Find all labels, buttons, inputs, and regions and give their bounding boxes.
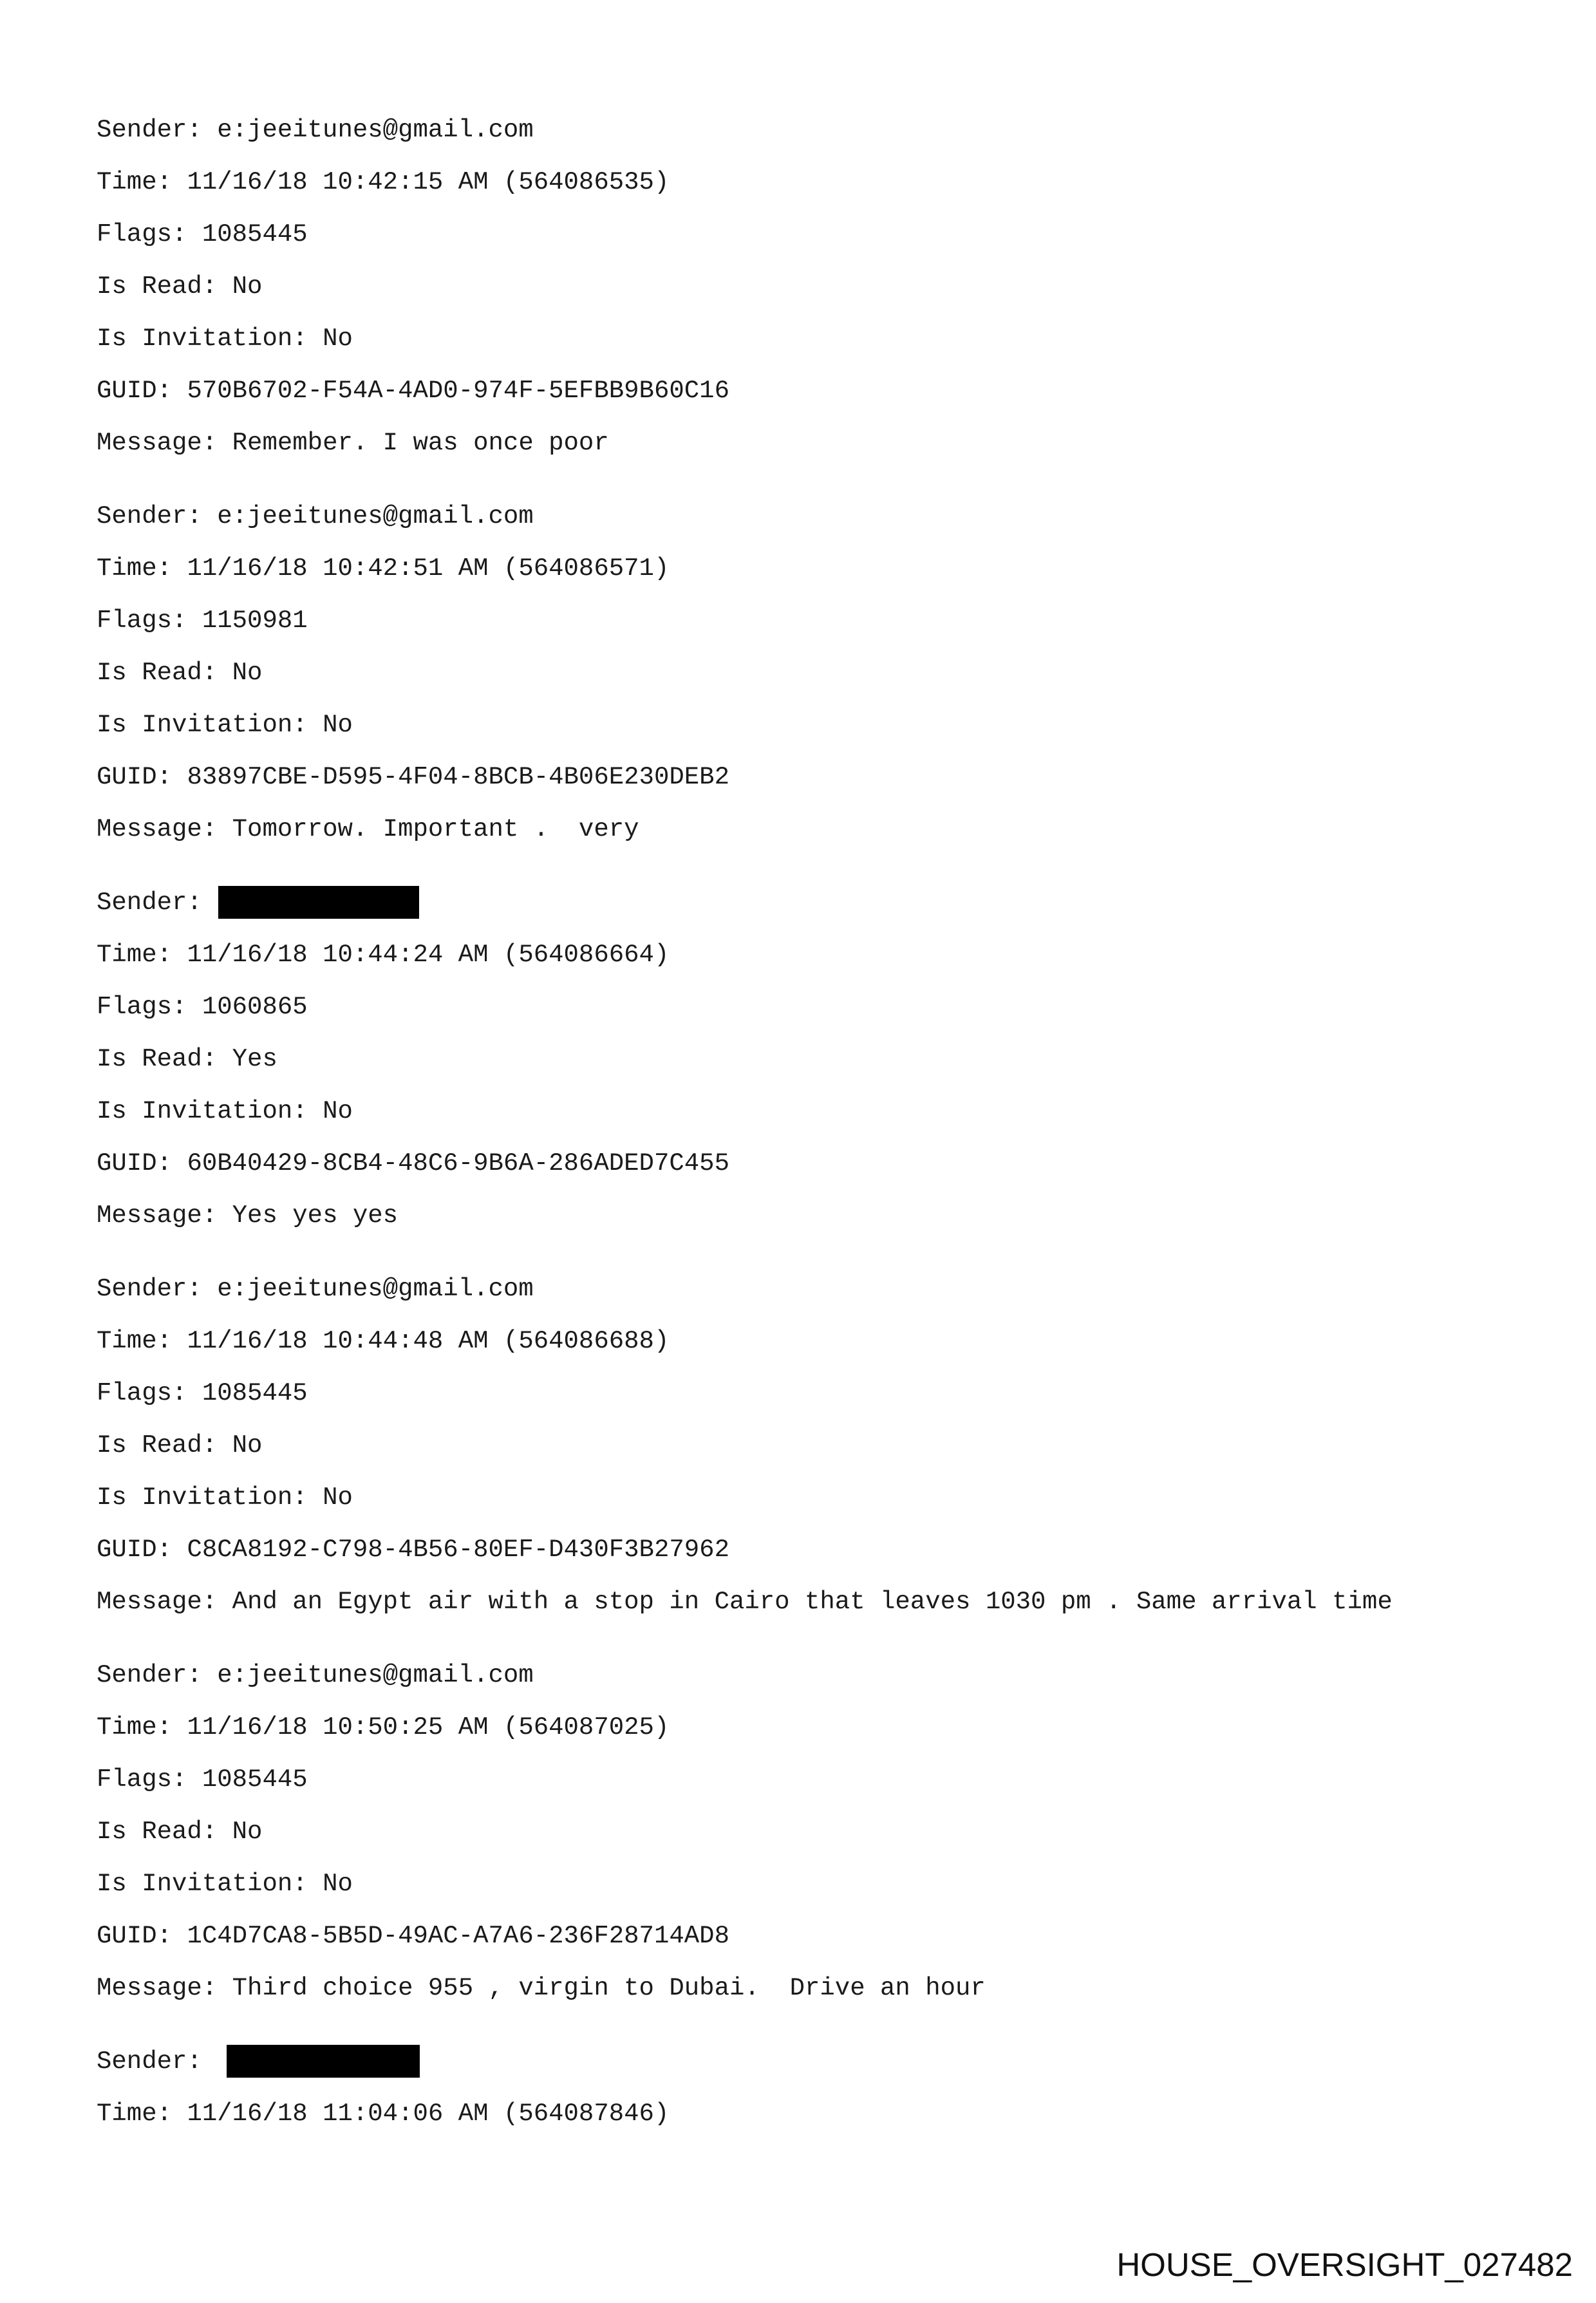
guid-line (97, 364, 1545, 417)
time-label: Time: (97, 167, 187, 196)
sender-line (97, 1263, 1545, 1315)
message-value: Yes yes yes (232, 1201, 399, 1230)
is-read-line (97, 1033, 1545, 1085)
is-invitation-label: Is Invitation: (97, 710, 323, 739)
is-read-line (97, 260, 1545, 312)
guid-value: 83897CBE-D595-4F04-8BCB-4B06E230DEB2 (187, 762, 729, 791)
is-read-value: No (232, 272, 263, 301)
message-value: Tomorrow. Important . very (232, 814, 639, 843)
guid-line (97, 1523, 1545, 1575)
bates-number: HOUSE_OVERSIGHT_027482 (1116, 2246, 1573, 2283)
guid-line (97, 1137, 1545, 1189)
is-invitation-value: No (323, 1483, 353, 1512)
guid-label: GUID: (97, 1149, 187, 1178)
sender-line (97, 1649, 1545, 1701)
message-record (97, 2035, 1545, 2139)
guid-label: GUID: (97, 1921, 187, 1950)
guid-label: GUID: (97, 762, 187, 791)
is-invitation-line (97, 1857, 1545, 1910)
flags-value: 1060865 (202, 992, 308, 1021)
time-label: Time: (97, 1326, 187, 1355)
time-line (97, 2087, 1545, 2139)
is-read-value: Yes (232, 1044, 277, 1073)
time-label: Time: (97, 1713, 187, 1742)
message-record (97, 490, 1545, 855)
flags-label: Flags: (97, 1378, 202, 1407)
sender-label: Sender: (97, 1660, 218, 1689)
is-read-value: No (232, 1431, 263, 1460)
guid-label: GUID: (97, 376, 187, 405)
sender-value: e:jeeitunes@gmail.com (217, 1274, 534, 1303)
flags-value: 1085445 (202, 220, 308, 249)
sender-label: Sender: (97, 1274, 218, 1303)
flags-value: 1150981 (202, 606, 308, 635)
message-record (97, 1649, 1545, 2014)
time-label: Time: (97, 940, 187, 969)
is-invitation-line (97, 699, 1545, 751)
redaction-block (227, 2045, 420, 2078)
message-value: Remember. I was once poor (232, 428, 609, 457)
flags-value: 1085445 (202, 1378, 308, 1407)
message-log (97, 104, 1545, 2161)
message-line (97, 1962, 1545, 2014)
time-label: Time: (97, 2099, 187, 2128)
is-read-line (97, 1805, 1545, 1857)
is-invitation-label: Is Invitation: (97, 324, 323, 353)
is-read-label: Is Read: (97, 1431, 232, 1460)
guid-line (97, 751, 1545, 803)
flags-line (97, 594, 1545, 646)
is-invitation-line (97, 1085, 1545, 1137)
guid-line (97, 1910, 1545, 1962)
is-invitation-value: No (323, 710, 353, 739)
is-invitation-value: No (323, 324, 353, 353)
flags-label: Flags: (97, 220, 202, 249)
time-value: 11/16/18 10:44:48 AM (564086688) (187, 1326, 670, 1355)
is-read-label: Is Read: (97, 658, 232, 687)
is-read-value: No (232, 1817, 263, 1846)
is-read-label: Is Read: (97, 272, 232, 301)
sender-line (97, 104, 1545, 156)
message-record (97, 1263, 1545, 1628)
message-label: Message: (97, 1587, 232, 1616)
time-value: 11/16/18 10:42:15 AM (564086535) (187, 167, 670, 196)
sender-value: e:jeeitunes@gmail.com (217, 1660, 534, 1689)
is-invitation-label: Is Invitation: (97, 1483, 323, 1512)
sender-label: Sender: (97, 888, 218, 917)
flags-line (97, 1367, 1545, 1419)
sender-label: Sender: (97, 115, 218, 144)
flags-value: 1085445 (202, 1765, 308, 1794)
message-label: Message: (97, 1973, 232, 2002)
flags-label: Flags: (97, 992, 202, 1021)
sender-value: e:jeeitunes@gmail.com (217, 115, 534, 144)
flags-line (97, 981, 1545, 1033)
time-value: 11/16/18 10:44:24 AM (564086664) (187, 940, 670, 969)
is-invitation-line (97, 312, 1545, 364)
guid-value: C8CA8192-C798-4B56-80EF-D430F3B27962 (187, 1535, 729, 1564)
time-line (97, 156, 1545, 208)
message-label: Message: (97, 428, 232, 457)
message-value: And an Egypt air with a stop in Cairo that leaves 1030 pm . Same arrival time (232, 1587, 1393, 1616)
is-read-line (97, 1419, 1545, 1471)
time-value: 11/16/18 10:50:25 AM (564087025) (187, 1713, 670, 1742)
message-line (97, 803, 1545, 855)
message-value: Third choice 955 , virgin to Dubai. Drive an hour (232, 1973, 986, 2002)
is-read-value: No (232, 658, 263, 687)
message-record (97, 876, 1545, 1241)
time-line (97, 928, 1545, 981)
time-label: Time: (97, 554, 187, 583)
time-line (97, 1701, 1545, 1753)
is-invitation-label: Is Invitation: (97, 1096, 323, 1125)
is-invitation-value: No (323, 1869, 353, 1898)
sender-label: Sender: (97, 502, 218, 531)
message-line (97, 417, 1545, 469)
is-read-line (97, 646, 1545, 699)
flags-line (97, 208, 1545, 260)
flags-line (97, 1753, 1545, 1805)
sender-line (97, 876, 1545, 928)
is-read-label: Is Read: (97, 1817, 232, 1846)
guid-label: GUID: (97, 1535, 187, 1564)
message-line (97, 1575, 1545, 1628)
time-value: 11/16/18 11:04:06 AM (564087846) (187, 2099, 670, 2128)
time-line (97, 1315, 1545, 1367)
flags-label: Flags: (97, 606, 202, 635)
is-read-label: Is Read: (97, 1044, 232, 1073)
sender-label: Sender: (97, 2047, 218, 2076)
time-line (97, 542, 1545, 594)
guid-value: 1C4D7CA8-5B5D-49AC-A7A6-236F28714AD8 (187, 1921, 729, 1950)
sender-line (97, 490, 1545, 542)
is-invitation-label: Is Invitation: (97, 1869, 323, 1898)
redaction-block (218, 886, 419, 919)
sender-value: e:jeeitunes@gmail.com (217, 502, 534, 531)
sender-line (97, 2035, 1545, 2087)
is-invitation-value: No (323, 1096, 353, 1125)
flags-label: Flags: (97, 1765, 202, 1794)
message-line (97, 1189, 1545, 1241)
guid-value: 60B40429-8CB4-48C6-9B6A-286ADED7C455 (187, 1149, 729, 1178)
message-label: Message: (97, 814, 232, 843)
guid-value: 570B6702-F54A-4AD0-974F-5EFBB9B60C16 (187, 376, 729, 405)
time-value: 11/16/18 10:42:51 AM (564086571) (187, 554, 670, 583)
is-invitation-line (97, 1471, 1545, 1523)
message-label: Message: (97, 1201, 232, 1230)
message-record (97, 104, 1545, 469)
